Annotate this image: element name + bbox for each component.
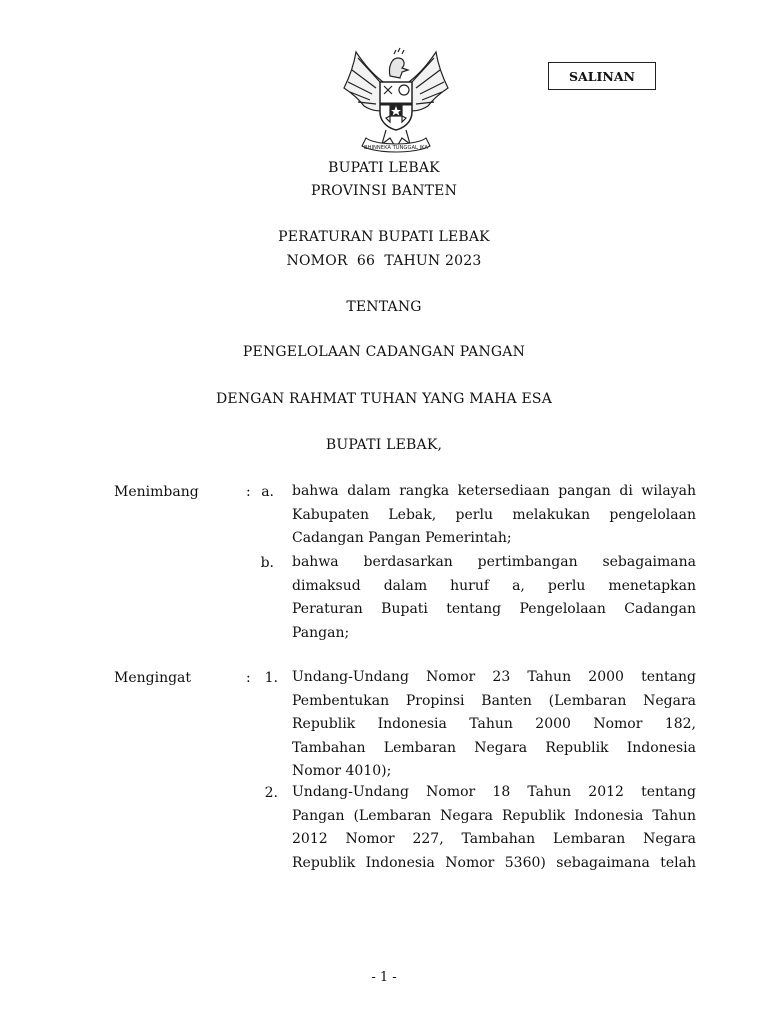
text-line: Undang-Undang Nomor 18 Tahun 2012 tentang [292, 784, 696, 800]
regulation-number: NOMOR 66 TAHUN 2023 [286, 253, 482, 269]
menimbang-item-a-marker: a. [261, 484, 274, 500]
text-line: dimaksud dalam huruf a, perlu menetapkan [292, 577, 696, 594]
page-number: - 1 - [371, 970, 397, 985]
menimbang-label: Menimbang [114, 484, 199, 500]
text-line: Republik Indonesia Nomor 5360) sebagaimana telah [292, 854, 696, 871]
invocation-line: DENGAN RAHMAT TUHAN YANG MAHA ESA [215, 391, 553, 407]
regent-title: BUPATI LEBAK [328, 160, 440, 176]
mengingat-item-2-text [292, 781, 696, 875]
salinan-label: SALINAN [569, 68, 635, 84]
authority-line: BUPATI LEBAK, [325, 437, 443, 453]
province-title: PROVINSI BANTEN [310, 183, 458, 199]
mengingat-item-1-text [292, 666, 696, 784]
text-line: Republik Indonesia Tahun 2000 Nomor 182, [292, 716, 696, 732]
text-line: Pangan; [292, 624, 350, 641]
menimbang-item-b-marker: b. [260, 555, 274, 571]
mengingat-item-1-marker: 1. [264, 670, 278, 686]
text-line: Cadangan Pangan Pemerintah; [292, 530, 512, 546]
text-line: bahwa dalam rangka ketersediaan pangan di wilayah [292, 483, 696, 499]
text-line: Nomor 4010); [292, 763, 392, 779]
subject-heading: PENGELOLAAN CADANGAN PANGAN [242, 344, 526, 360]
text-line: Undang-Undang Nomor 23 Tahun 2000 tentang [292, 669, 696, 685]
text-line: Kabupaten Lebak, perlu melakukan pengelolaan [292, 506, 696, 523]
menimbang-item-b-text [292, 551, 696, 645]
mengingat-colon: : [246, 670, 251, 686]
menimbang-colon: : [246, 484, 251, 500]
about-heading: TENTANG [346, 299, 422, 315]
salinan-stamp [548, 62, 656, 90]
mengingat-label: Mengingat [114, 670, 192, 686]
svg-text:BHINNEKA TUNGGAL IKA: BHINNEKA TUNGGAL IKA [364, 145, 428, 151]
text-line: Pembentukan Propinsi Banten (Lembaran Negara [292, 692, 696, 709]
text-line: 2012 Nomor 227, Tambahan Lembaran Negara [292, 831, 696, 847]
text-line: Peraturan Bupati tentang Pengelolaan Cadangan [292, 601, 696, 617]
regulation-title: PERATURAN BUPATI LEBAK [278, 229, 490, 245]
text-line: Tambahan Lembaran Negara Republik Indonesia [292, 739, 696, 756]
text-line: Pangan (Lembaran Negara Republik Indonesia Tahun [292, 807, 696, 824]
menimbang-item-a-text [292, 480, 696, 551]
text-line: bahwa berdasarkan pertimbangan sebagaimana [292, 554, 696, 570]
mengingat-item-2-marker: 2. [264, 785, 278, 801]
garuda-emblem-icon [336, 46, 456, 158]
